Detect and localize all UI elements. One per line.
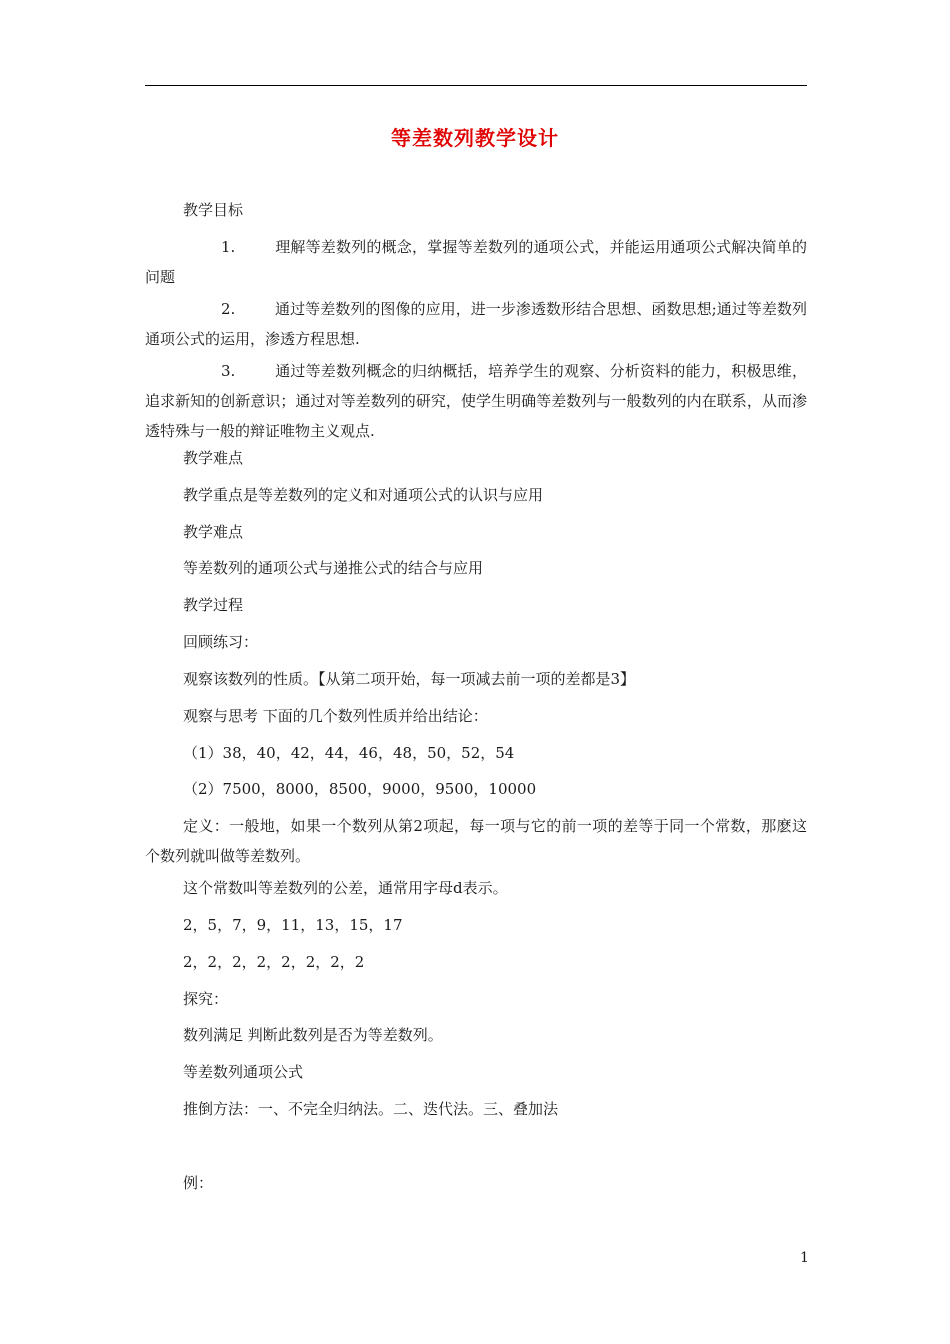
think-text: 观察与思考 下面的几个数列性质并给出结论： — [183, 707, 488, 725]
formula-heading: 等差数列通项公式 — [183, 1063, 304, 1081]
difficulty-heading-2: 教学难点 — [183, 523, 244, 541]
explore-heading: 探究： — [183, 990, 229, 1008]
objective-text: 通过等差数列的图像的应用，进一步渗透数形结合思想、函数思想;通过等差数列通项公式的运用，渗透方程思想. — [145, 300, 807, 348]
definition-text: 定义：一般地，如果一个数列从第2项起，每一项与它的前一项的差等于同一个常数，那麽这个数列就叫做等差数列。 — [145, 817, 807, 865]
objective-text: 通过等差数列概念的归纳概括，培养学生的观察、分析资料的能力，积极思维，追求新知的创新意识；通过对等差数列的研究，使学生明确等差数列与一般数列的内在联系，从而渗透特殊与一般的辩证唯物主义观点. — [145, 362, 807, 440]
header-rule — [145, 85, 807, 86]
difficulty-text: 等差数列的通项公式与递推公式的结合与应用 — [183, 559, 484, 577]
example-label: 例： — [183, 1174, 214, 1192]
objective-number: 3. — [221, 362, 236, 380]
objective-2 — [145, 294, 807, 354]
objectives-heading: 教学目标 — [183, 201, 244, 219]
objective-number: 2. — [221, 300, 236, 318]
objective-number: 1. — [221, 238, 236, 256]
process-heading: 教学过程 — [183, 596, 244, 614]
methods-text: 推倒方法：一、不完全归纳法。二、迭代法。三、叠加法 — [183, 1100, 559, 1118]
difficulty-heading: 教学难点 — [183, 449, 244, 467]
review-heading: 回顾练习： — [183, 633, 259, 651]
sequence-3: 2，5，7，9，11，13，15，17 — [183, 916, 403, 934]
sequence-4: 2，2，2，2，2，2，2，2 — [183, 953, 365, 971]
sequence-2: （2）7500，8000，8500，9000，9500，10000 — [183, 780, 537, 798]
page-number: 1 — [800, 1250, 809, 1266]
key-point: 教学重点是等差数列的定义和对通项公式的认识与应用 — [183, 486, 544, 504]
objective-text: 理解等差数列的概念，掌握等差数列的通项公式，并能运用通项公式解决简单的问题 — [145, 238, 807, 286]
document-title: 等差数列教学设计 — [391, 126, 559, 150]
objective-3 — [145, 356, 807, 446]
sequence-1: （1）38，40，42，44，46，48，50，52，54 — [183, 744, 515, 762]
observe-text: 观察该数列的性质。【从第二项开始，每一项减去前一项的差都是3】 — [183, 670, 636, 688]
common-difference-text: 这个常数叫等差数列的公差，通常用字母d表示。 — [183, 879, 508, 897]
objective-1 — [145, 232, 807, 292]
judge-text: 数列满足 判断此数列是否为等差数列。 — [183, 1026, 443, 1044]
